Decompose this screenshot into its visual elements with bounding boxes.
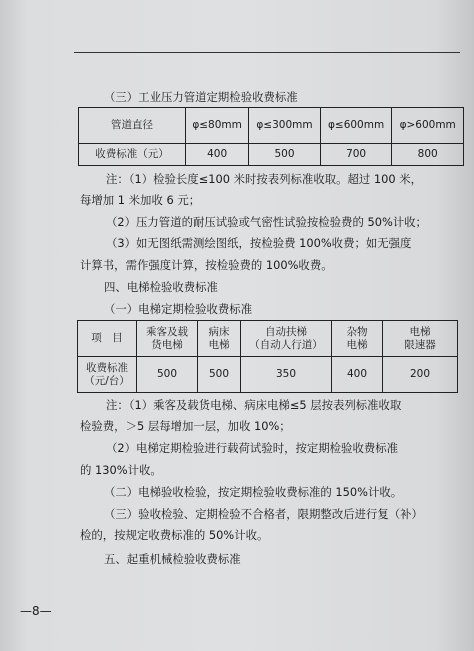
table-cell: 自动扶梯 （自动人行道）: [241, 321, 332, 357]
elevator-note-2b: 的 130%计收。: [80, 463, 162, 477]
table-cell: 500: [249, 144, 321, 166]
acceptance-paragraph: （二）电梯验收检验，按定期检验收费标准的 150%计收。: [104, 485, 403, 499]
table-cell: 200: [383, 357, 458, 393]
recheck-paragraph-b: 检的，按规定收费标准的 50%计收。: [80, 528, 269, 542]
pipe-note-1a: 注：（1）检验长度≤100 米时按表列标准收取。超过 100 米，: [106, 172, 423, 186]
table-row: [78, 357, 458, 393]
table-cell: 电梯 限速器: [383, 321, 458, 357]
table-cell: 病床 电梯: [198, 321, 241, 357]
table-cell: 乘客及载 货电梯: [137, 321, 198, 357]
table-row: [79, 108, 464, 144]
pipe-fee-table: [78, 107, 464, 166]
table-cell: 收费标准 （元/台）: [78, 357, 137, 393]
table-cell: 杂物 电梯: [332, 321, 383, 357]
elevator-note-1a: 注：（1）乘客及载货电梯、病床电梯≤5 层按表列标准收取: [106, 398, 402, 412]
elevator-note-2a: （2）电梯定期检验进行载荷试验时，按定期检验收费标准: [106, 441, 399, 455]
table-row: [78, 321, 458, 357]
table-row: [79, 144, 464, 166]
pipe-note-3a: （3）如无图纸需测绘图纸，按检验费 100%收费；如无强度: [106, 236, 412, 250]
table-cell: φ>600mm: [392, 108, 464, 144]
pipe-note-3b: 计算书，需作强度计算，按检验费的 100%收费。: [80, 258, 333, 272]
table-cell: 项 目: [78, 321, 137, 357]
table-cell: 400: [186, 144, 249, 166]
table-cell: 收费标准（元）: [79, 144, 186, 166]
section-5-heading: 五、起重机械检验收费标准: [104, 552, 241, 566]
header-rule: [74, 52, 460, 53]
table-cell: φ≤80mm: [186, 108, 249, 144]
recheck-paragraph-a: （三）验收检验、定期检验不合格者，限期整改后进行复（补）: [104, 507, 423, 521]
table-cell: 500: [137, 357, 198, 393]
page-number: —8—: [20, 604, 52, 618]
table-cell: 700: [320, 144, 392, 166]
table-cell: 800: [392, 144, 464, 166]
table-cell: 管道直径: [79, 108, 186, 144]
elevator-note-1b: 检验费，＞5 层每增加一层，加收 10%；: [80, 419, 291, 433]
table-cell: φ≤300mm: [249, 108, 321, 144]
pipe-note-2: （2）压力管道的耐压试验或气密性试验按检验费的 50%计收；: [106, 215, 427, 229]
table-cell: φ≤600mm: [320, 108, 392, 144]
pipe-section-heading: （三）工业压力管道定期检验收费标准: [104, 90, 298, 104]
elevator-fee-table: [77, 320, 458, 393]
table-cell: 400: [332, 357, 383, 393]
table-cell: 350: [241, 357, 332, 393]
elevator-section-heading: （一）电梯定期检验收费标准: [104, 302, 253, 316]
table-cell: 500: [198, 357, 241, 393]
pipe-note-1b: 每增加 1 米加收 6 元；: [80, 193, 201, 207]
section-4-heading: 四、电梯检验收费标准: [104, 280, 218, 294]
